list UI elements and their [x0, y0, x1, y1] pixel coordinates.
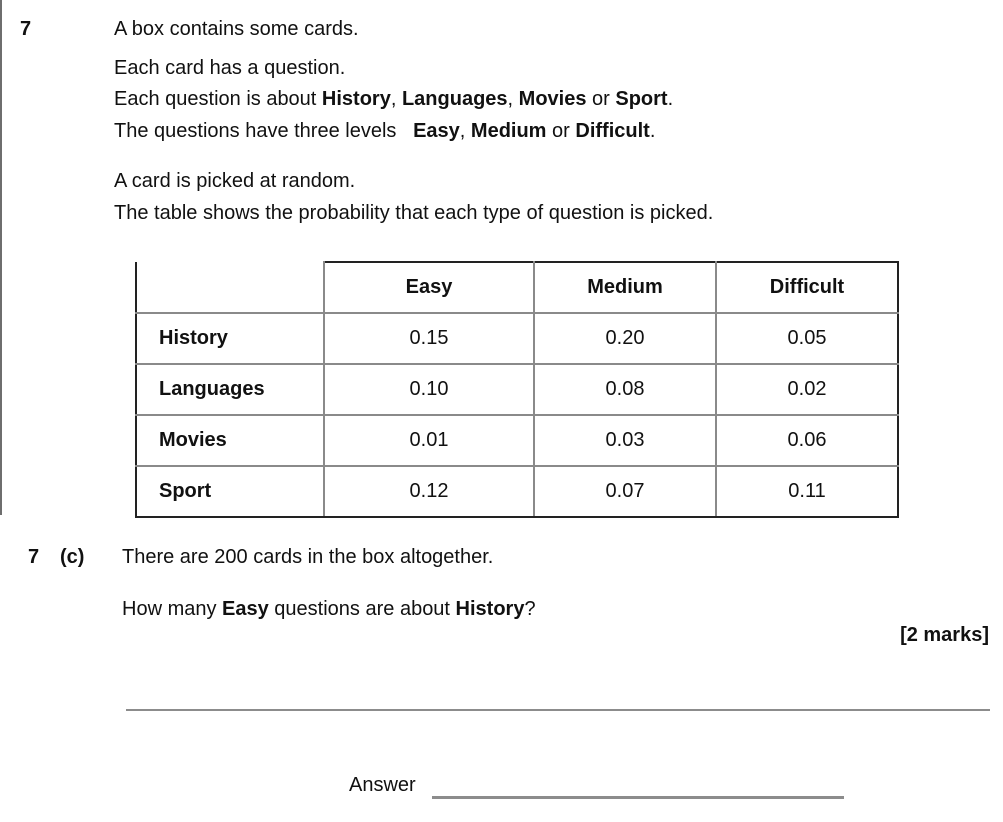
levels-text: The questions have three levels Easy, Medium or Difficult.	[114, 120, 656, 142]
table-row	[136, 364, 898, 415]
question-number: 7	[20, 18, 32, 40]
column-header-easy: Easy	[324, 262, 534, 313]
table-cell: 0.02	[716, 364, 898, 415]
row-header-history: History	[136, 313, 324, 364]
part-statement: There are 200 cards in the box altogether.	[122, 546, 494, 568]
row-header-movies: Movies	[136, 415, 324, 466]
row-header-languages: Languages	[136, 364, 324, 415]
table-intro-text: The table shows the probability that each type of question is picked.	[114, 202, 714, 224]
answer-label: Answer	[349, 774, 416, 796]
table-cell: 0.01	[324, 415, 534, 466]
row-header-sport: Sport	[136, 466, 324, 517]
table-row	[136, 313, 898, 364]
probability-table	[135, 261, 899, 518]
table-cell: 0.06	[716, 415, 898, 466]
random-text: A card is picked at random.	[114, 170, 356, 192]
table-cell: 0.20	[534, 313, 716, 364]
topic-movies: Movies	[518, 88, 587, 110]
level-difficult: Difficult	[575, 120, 650, 142]
part-question-number: 7	[28, 546, 40, 568]
table-cell: 0.10	[324, 364, 534, 415]
table-cell: 0.07	[534, 466, 716, 517]
table-cell: 0.15	[324, 313, 534, 364]
table-header-row	[136, 262, 898, 313]
table-cell: 0.03	[534, 415, 716, 466]
table-cell: 0.11	[716, 466, 898, 517]
table-row	[136, 466, 898, 517]
topic-languages: Languages	[401, 88, 508, 110]
margin-rule	[0, 0, 2, 515]
table-row	[136, 415, 898, 466]
column-header-difficult: Difficult	[716, 262, 898, 313]
table-cell: 0.12	[324, 466, 534, 517]
topics-text: Each question is about History, Languages, Movies or Sport.	[114, 88, 674, 110]
marks-label: [2 marks]	[900, 624, 989, 646]
answer-input-line[interactable]	[432, 796, 844, 799]
working-line[interactable]	[126, 709, 990, 711]
table-corner	[136, 262, 324, 313]
topic-sport: Sport	[615, 88, 668, 110]
level-medium: Medium	[470, 120, 547, 142]
level-easy: Easy	[413, 120, 460, 142]
column-header-medium: Medium	[534, 262, 716, 313]
table-cell: 0.05	[716, 313, 898, 364]
part-label: (c)	[60, 546, 85, 568]
topic-history: History	[321, 88, 391, 110]
part-prompt: How many Easy questions are about History?	[122, 598, 536, 620]
intro-text: A box contains some cards.	[114, 18, 359, 40]
table-cell: 0.08	[534, 364, 716, 415]
card-text: Each card has a question.	[114, 57, 346, 79]
